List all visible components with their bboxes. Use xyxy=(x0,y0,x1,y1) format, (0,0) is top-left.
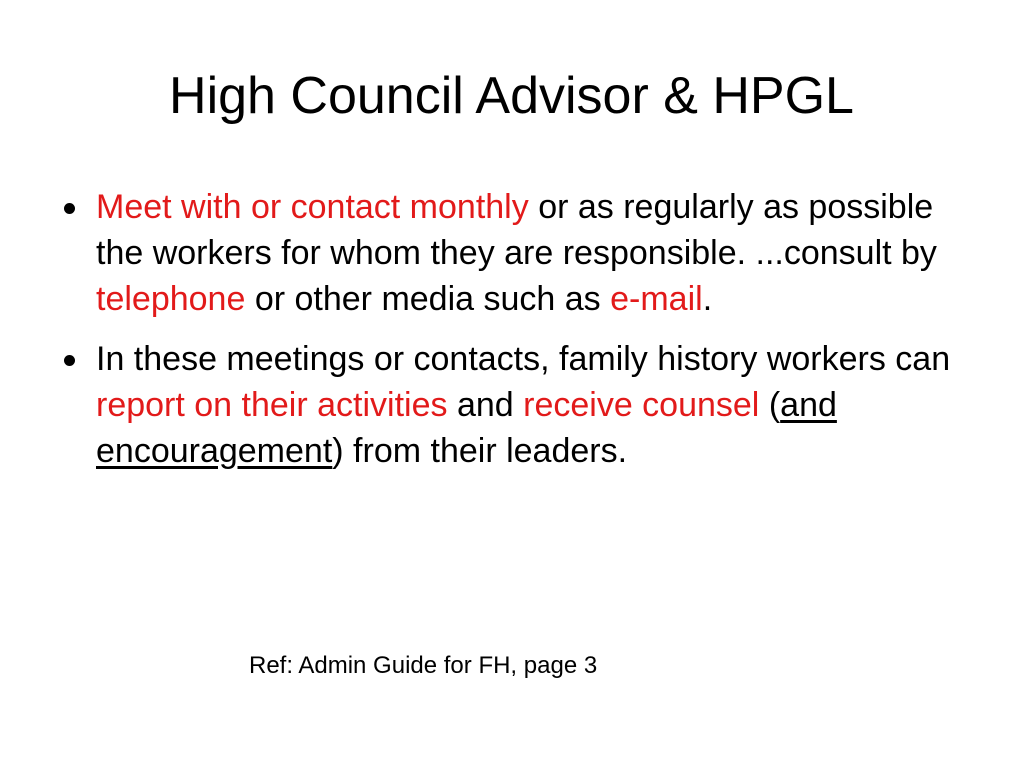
reference-note: Ref: Admin Guide for FH, page 3 xyxy=(249,652,598,679)
slide-title: High Council Advisor & HPGL xyxy=(169,67,854,125)
bullet-item xyxy=(58,336,988,474)
highlight-telephone: telephone xyxy=(96,280,246,318)
highlight-email: e-mail xyxy=(610,280,703,318)
bullet-dot-icon xyxy=(64,355,75,366)
highlight-report-activities: report on their activities xyxy=(96,386,448,424)
bullet-text: . xyxy=(702,280,713,318)
underlined-encouragement: and encouragement xyxy=(96,386,837,470)
bullet-text: and xyxy=(447,386,524,424)
bullet-dot-icon xyxy=(64,203,75,214)
bullet-item xyxy=(58,184,988,322)
bullet-text: or as regularly as possible the workers for whom they are responsible. ...consult by xyxy=(96,188,937,272)
bullet-list xyxy=(58,184,988,488)
highlight-meet-monthly: Meet with or contact monthly xyxy=(96,188,529,226)
bullet-text: ) from their leaders. xyxy=(332,432,628,470)
highlight-receive-counsel: receive counsel xyxy=(523,386,760,424)
bullet-text: ( xyxy=(759,386,781,424)
bullet-text: In these meetings or contacts, family history workers can xyxy=(96,340,951,378)
bullet-text: or other media such as xyxy=(245,280,611,318)
